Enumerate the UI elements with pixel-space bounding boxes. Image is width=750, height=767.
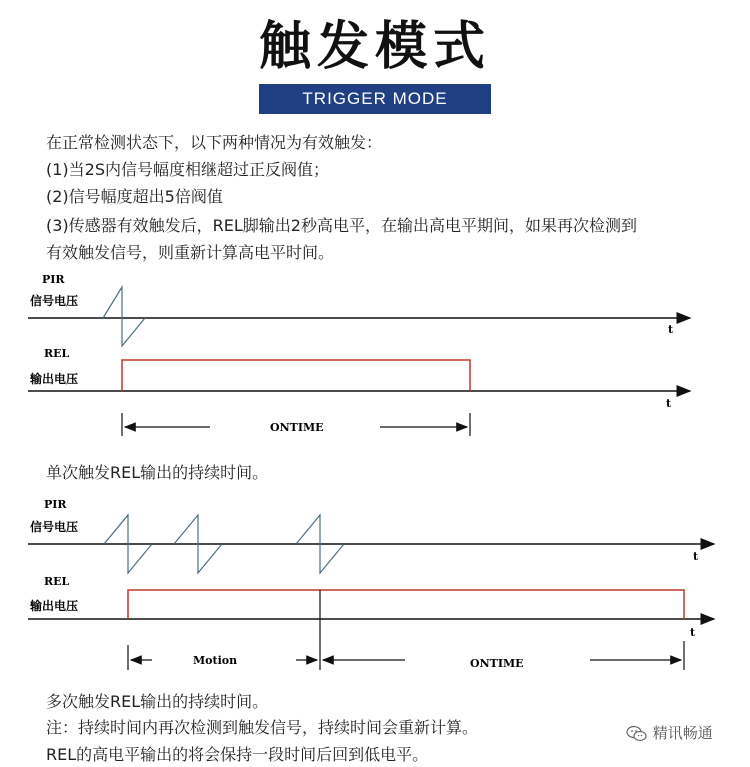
d2-output-label: 输出电压	[30, 599, 79, 613]
note-line-2: REL的高电平输出的将会保持一段时间后回到低电平。	[46, 745, 429, 764]
d1-pir-label: PIR	[42, 273, 65, 286]
d1-t-label-2: t	[666, 397, 672, 410]
intro-line-2: (1)当2S内信号幅度相继超过正反阀值；	[46, 160, 330, 179]
page-title: 触发模式	[258, 17, 491, 77]
d2-motion-label: Motion	[193, 654, 238, 667]
diagram1-caption: 单次触发REL输出的持续时间。	[46, 463, 269, 482]
d2-t-label-1: t	[693, 550, 699, 563]
watermark	[626, 722, 713, 743]
intro-line-5: 有效触发信号，则重新计算高电平时间。	[46, 243, 335, 262]
d2-signal-label: 信号电压	[30, 520, 79, 534]
intro-line-1: 在正常检测状态下，以下两种情况为有效触发：	[46, 133, 383, 152]
d2-ontime-label: ONTIME	[470, 657, 524, 670]
intro-line-4: (3)传感器有效触发后，REL脚输出2秒高电平，在输出高电平期间，如果再次检测到	[46, 216, 637, 235]
d1-output-label: 输出电压	[30, 372, 79, 386]
intro-line-3: (2)信号幅度超出5倍阀值	[46, 187, 223, 206]
d2-output-pulse	[128, 590, 684, 619]
d2-pir-label: PIR	[44, 498, 67, 511]
watermark-text: 精讯畅通	[652, 724, 713, 742]
d1-output-pulse	[122, 360, 470, 391]
d1-signal-wave	[103, 287, 145, 346]
d1-rel-label: REL	[44, 347, 70, 360]
d1-ontime-label: ONTIME	[270, 421, 324, 434]
d2-t-label-2: t	[690, 626, 696, 639]
wechat-icon	[626, 725, 648, 743]
d1-signal-label: 信号电压	[30, 294, 79, 308]
d2-rel-label: REL	[44, 575, 70, 588]
diagram2-caption: 多次触发REL输出的持续时间。	[46, 692, 269, 711]
note-line-1: 注：持续时间内再次检测到触发信号，持续时间会重新计算。	[46, 718, 479, 737]
d1-t-label-1: t	[668, 323, 674, 336]
subtitle-banner: TRIGGER MODE	[259, 84, 491, 114]
